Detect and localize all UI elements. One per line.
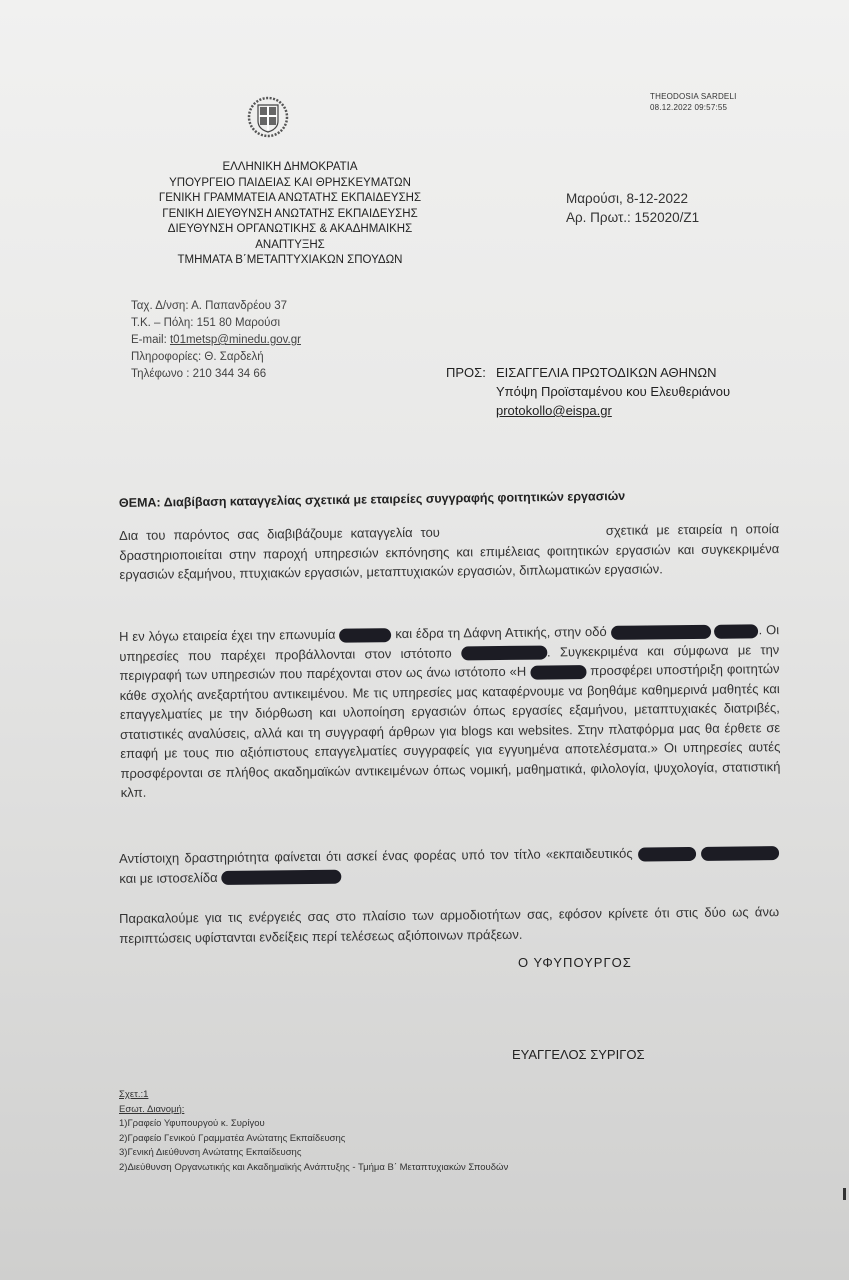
recipient-email-link[interactable]: protokollo@eispa.gr [496, 403, 612, 418]
distribution-item: 2)Διεύθυνση Οργανωτικής και Ακαδημαϊκής Ανάπτυξης - Τμήμα Β΄ Μεταπτυχιακών Σπουδών [119, 1161, 509, 1173]
greek-coat-of-arms-icon [246, 95, 290, 139]
postal-code-city: Τ.Κ. – Πόλη: 151 80 Μαρούσι [131, 317, 281, 329]
redaction-mark [221, 870, 341, 885]
signer-title: Ο ΥΦΥΠΟΥΡΓΟΣ [518, 955, 632, 970]
email-row [131, 332, 301, 349]
distribution-list [119, 1088, 508, 1175]
org-line: ΓΕΝΙΚΗ ΓΡΑΜΜΑΤΕΙΑ ΑΝΩΤΑΤΗΣ ΕΚΠΑΙΔΕΥΣΗΣ [158, 192, 422, 204]
org-line: ΤΜΗΜΑΤΑ Β΄ΜΕΤΑΠΤΥΧΙΑΚΩΝ ΣΠΟΥΔΩΝ [177, 254, 403, 266]
redaction-mark [611, 624, 711, 639]
internal-distribution-label: Εσωτ. Διανομή: [119, 1103, 185, 1115]
info-contact: Πληροφορίες: Θ. Σαρδελή [131, 351, 264, 363]
postal-address: Ταχ. Δ/νση: Α. Παπανδρέου 37 [131, 300, 288, 312]
paragraph-text: Αντίστοιχη δραστηριότητα φαίνεται ότι ασκεί ένας φορέας υπό τον τίτλο «εκπαιδευτικός [119, 845, 633, 866]
distribution-item: 2)Γραφείο Γενικού Γραμματέα Ανώτατης Εκπαίδευσης [119, 1132, 346, 1144]
stamp-datetime: 08.12.2022 09:57:55 [650, 103, 728, 112]
blank-space [448, 535, 598, 537]
place-date: Μαρούσι, 8-12-2022 [566, 191, 689, 206]
redaction-mark [638, 847, 696, 862]
contact-info [131, 298, 301, 383]
stamp-name: THEODOSIA SARDELI [650, 92, 737, 101]
org-line: ΕΛΛΗΝΙΚΗ ΔΗΜΟΚΡΑΤΙΑ [222, 161, 358, 173]
attachments-count: Σχετ.:1 [119, 1089, 149, 1100]
paragraph-4: Παρακαλούμε για τις ενέργειές σας στο πλαίσιο των αρμοδιοτήτων σας, εφόσον κρίνετε ότι στις δύο ως άνω περιπτώσεις υφίστανται ενδείξεις περί τελέσεως αξιόποινων πράξεων. [119, 904, 780, 946]
paragraph-text: και έδρα τη Δάφνη Αττικής, στην οδό [395, 623, 607, 642]
issuing-organization [150, 160, 430, 269]
digital-signature-stamp [650, 91, 737, 113]
redaction-mark [530, 665, 586, 680]
redaction-mark [461, 646, 547, 661]
subject-line: ΘΕΜΑ: Διαβίβαση καταγγελίας σχετικά με εταιρείες συγγραφής φοιτητικών εργασιών [118, 488, 626, 510]
org-line: ΓΕΝΙΚΗ ΔΙΕΥΘΥΝΣΗ ΑΝΩΤΑΤΗΣ ΕΚΠΑΙΔΕΥΣΗΣ [162, 207, 418, 220]
paragraph-text: σχετικά με εταιρεία η οποία δραστηριοποιείται στην παροχή υπηρεσιών εκπόνησης και επιμέλειας φοιτητικών εργασιών και συγκεκριμένα εργασιών εξαμήνου, πτυχιακών εργασιών, μεταπτυχιακών εργασιών, διπλωματικών εργασιών. [119, 521, 780, 582]
recipient-label: ΠΡΟΣ: [446, 365, 486, 380]
paragraph-3 [119, 842, 779, 888]
paragraph-1 [119, 519, 780, 584]
phone-number: Τηλέφωνο : 210 344 34 66 [131, 368, 267, 380]
paragraph-text: Η εν λόγω εταιρεία έχει την επωνυμία [119, 626, 336, 644]
redaction-mark [714, 624, 758, 638]
paragraph-text: Δια του παρόντος σας διαβιβάζουμε καταγγελία του [119, 524, 440, 543]
distribution-item: 3)Γενική Διεύθυνση Ανώτατης Εκπαίδευσης [119, 1147, 302, 1158]
paragraph-2 [119, 620, 781, 802]
paragraph-text: και με ιστοσελίδα [119, 869, 218, 886]
org-line: ΥΠΟΥΡΓΕΙΟ ΠΑΙΔΕΙΑΣ ΚΑΙ ΘΡΗΣΚΕΥΜΑΤΩΝ [169, 176, 411, 189]
paragraph-text: προσφέρει υποστήριξη φοιτητών κάθε σχολής ανεξαρτήτου αντικειμένου. Με τις υπηρεσίες μας καταφέρνουμε να βοηθάμε καθημερινά μαθητές και επαγγελματίες με την διόρθωση και υλοποίηση εργασιών όπως εργασίες εξαμήνου, μεταπτυχιακές διατριβές, στατιστικές αναλύσεις, αλλά και τη συγγραφή άρθρων για blogs και websites. Στην πλατφόρμα μας θα έρθετε σε επαφή με τους πιο αξιόπιστους επαγγελματίες συγγραφείς για εγγυημένα αποτελέσματα.» Οι υπηρεσίες αυτές προσφέρονται σε πλήθος ακαδημαϊκών αντικειμένων όπως νομική, μαθηματικά, φιλολογία, ψυχολογία, στατιστική κλπ. [119, 661, 781, 800]
signer-name: ΕΥΑΓΓΕΛΟΣ ΣΥΡΙΓΟΣ [512, 1047, 645, 1062]
email-label: E-mail: [131, 334, 170, 346]
recipient-attention: Υπόψη Προϊσταμένου κου Ελευθεριάνου [496, 384, 731, 399]
recipient-block [446, 363, 730, 420]
page-edge-mark [843, 1188, 846, 1200]
paragraph-text: . Οι υπηρεσίες που παρέχει προβάλλονται στον ιστότοπο [119, 622, 780, 664]
redaction-mark [701, 846, 779, 861]
paragraph-text: . Συγκεκριμένα και σύμφωνα με την περιγραφή των υπηρεσιών που παρέχονται στον ως άνω ιστότοπο «Η [119, 641, 780, 683]
protocol-number: Αρ. Πρωτ.: 152020/Ζ1 [566, 210, 700, 225]
org-line: ΑΝΑΠΤΥΞΗΣ [255, 238, 325, 251]
sender-email-link[interactable]: t01metsp@minedu.gov.gr [169, 334, 301, 346]
date-protocol-block [566, 189, 699, 227]
org-line: ΔΙΕΥΘΥΝΣΗ ΟΡΓΑΝΩΤΙΚΗΣ & ΑΚΑΔΗΜΑΙΚΗΣ [167, 223, 413, 235]
distribution-item: 1)Γραφείο Υφυπουργού κ. Συρίγου [119, 1118, 265, 1129]
recipient-name: ΕΙΣΑΓΓΕΛΙΑ ΠΡΩΤΟΔΙΚΩΝ ΑΘΗΝΩΝ [496, 365, 717, 380]
redaction-mark [339, 628, 391, 643]
